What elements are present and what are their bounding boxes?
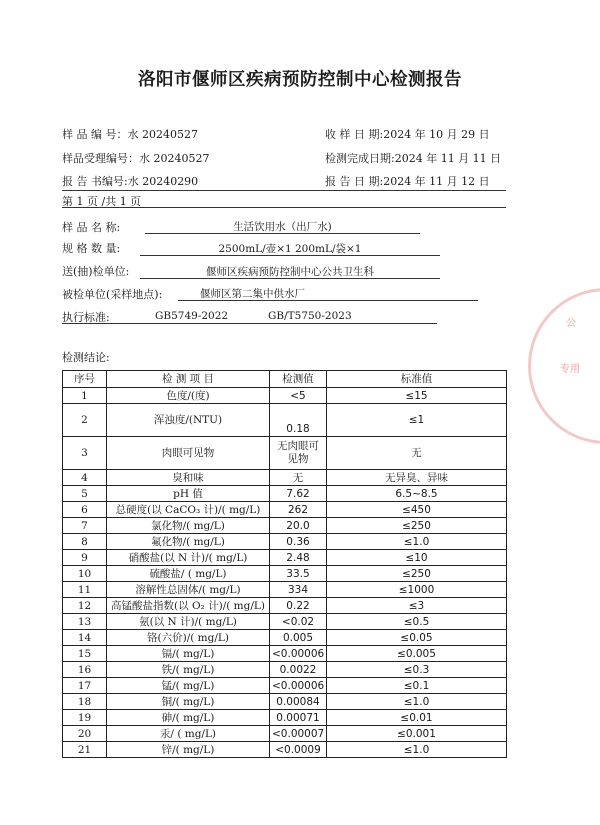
table-row [63, 502, 507, 518]
row-item: 浑浊度/(NTU) [107, 404, 270, 437]
row-standard: ≤250 [327, 566, 507, 582]
col-header-no: 序号 [63, 371, 107, 388]
row-standard: ≤1.0 [327, 694, 507, 710]
row-standard: ≤0.01 [327, 710, 507, 726]
row-no: 2 [63, 404, 107, 437]
row-no: 9 [63, 550, 107, 566]
row-no: 6 [63, 502, 107, 518]
row-item: 色度/(度) [107, 388, 270, 404]
row-item: 高锰酸盐指数(以 O₂ 计)/( mg/L) [107, 598, 270, 614]
row-value: 262 [270, 502, 327, 518]
conclusion-label: 检测结论: [62, 351, 110, 364]
row-standard: ≤1 [327, 404, 507, 437]
row-no: 4 [63, 470, 107, 486]
row-value: 无肉眼可见物 [270, 437, 327, 470]
row-no: 13 [63, 614, 107, 630]
row-value: 0.18 [270, 404, 327, 437]
table-row [63, 678, 507, 694]
table-row [63, 470, 507, 486]
row-value: 0.36 [270, 534, 327, 550]
row-standard: ≤10 [327, 550, 507, 566]
sample-receipt-number: 样品受理编号：水 20240527 [62, 152, 210, 165]
row-item: pH 值 [107, 486, 270, 502]
row-no: 7 [63, 518, 107, 534]
spec-label: 规 格 数 量: [62, 242, 121, 255]
col-header-value: 检测值 [270, 371, 327, 388]
sender-value: 偃师区疾病预防控制中心公共卫生科 [206, 266, 374, 278]
row-item: 硫酸盐/ ( mg/L) [107, 566, 270, 582]
row-standard: ≤450 [327, 502, 507, 518]
report-date: 报 告 日 期:2024 年 11 月 12 日 [325, 175, 490, 188]
row-item: 铬(六价)/( mg/L) [107, 630, 270, 646]
row-no: 15 [63, 646, 107, 662]
table-row [63, 404, 507, 437]
row-item: 肉眼可见物 [107, 437, 270, 470]
spec-underline [140, 255, 440, 256]
table-row [63, 550, 507, 566]
row-value: <5 [270, 388, 327, 404]
row-item: 氨(以 N 计)/( mg/L) [107, 614, 270, 630]
sender-label: 送(抽)检单位: [62, 265, 130, 278]
table-row [63, 630, 507, 646]
row-item: 氯化物/( mg/L) [107, 518, 270, 534]
standard-underline [62, 323, 437, 324]
inspected-label: 被检单位(采样地点): [62, 288, 163, 301]
row-no: 5 [63, 486, 107, 502]
row-value: 33.5 [270, 566, 327, 582]
row-item: 铜/( mg/L) [107, 694, 270, 710]
row-standard: ≤250 [327, 518, 507, 534]
row-standard: ≤0.5 [327, 614, 507, 630]
row-standard: ≤1000 [327, 582, 507, 598]
row-item: 汞/ ( mg/L) [107, 726, 270, 742]
row-value: 334 [270, 582, 327, 598]
row-value: <0.00006 [270, 678, 327, 694]
row-value: 0.00071 [270, 710, 327, 726]
row-item: 硝酸盐(以 N 计)/( mg/L) [107, 550, 270, 566]
row-standard: ≤15 [327, 388, 507, 404]
row-standard: 6.5~8.5 [327, 486, 507, 502]
table-row [63, 694, 507, 710]
row-no: 11 [63, 582, 107, 598]
sample-name-value: 生活饮用水（出厂水) [233, 221, 332, 233]
standard-2: GB/T5750-2023 [268, 310, 352, 322]
row-item: 臭和味 [107, 470, 270, 486]
table-row [63, 534, 507, 550]
table-row [63, 566, 507, 582]
row-no: 21 [63, 742, 107, 758]
inspected-value: 偃师区第二集中供水厂 [200, 288, 305, 300]
row-standard: ≤0.3 [327, 662, 507, 678]
standard-label: 执行标准: [62, 311, 110, 324]
completion-date: 检测完成日期:2024 年 11 月 11 日 [325, 152, 502, 165]
row-no: 14 [63, 630, 107, 646]
table-row [63, 662, 507, 678]
row-no: 10 [63, 566, 107, 582]
row-value: 0.00084 [270, 694, 327, 710]
spec-value: 2500mL/壶×1 200mL/袋×1 [218, 243, 362, 255]
row-value: 2.48 [270, 550, 327, 566]
col-header-standard: 标准值 [327, 371, 507, 388]
row-no: 17 [63, 678, 107, 694]
row-item: 氟化物/( mg/L) [107, 534, 270, 550]
row-item: 锌/( mg/L) [107, 742, 270, 758]
table-row [63, 614, 507, 630]
inspected-underline [178, 300, 478, 301]
row-value: <0.0009 [270, 742, 327, 758]
row-standard: ≤1.0 [327, 534, 507, 550]
seal-text-2: 专用 [560, 364, 580, 375]
table-row [63, 486, 507, 502]
row-value: 无 [270, 470, 327, 486]
row-no: 16 [63, 662, 107, 678]
row-standard: ≤1.0 [327, 742, 507, 758]
report-number: 报 告 书编号:水 20240290 [62, 175, 199, 188]
row-standard: 无 [327, 437, 507, 470]
row-value: 7.62 [270, 486, 327, 502]
table-row [63, 518, 507, 534]
row-value: <0.00007 [270, 726, 327, 742]
sample-name-underline [145, 233, 420, 234]
row-no: 8 [63, 534, 107, 550]
row-value: 20.0 [270, 518, 327, 534]
page-label: 第 1 页 /共 1 页 [62, 195, 142, 208]
row-no: 1 [63, 388, 107, 404]
table-row [63, 437, 507, 470]
table-row [63, 742, 507, 758]
row-no: 20 [63, 726, 107, 742]
row-standard: ≤3 [327, 598, 507, 614]
row-value: 0.0022 [270, 662, 327, 678]
results-table [62, 370, 507, 758]
row-no: 12 [63, 598, 107, 614]
report-title: 洛阳市偃师区疾病预防控制中心检测报告 [138, 70, 462, 90]
row-standard: ≤0.001 [327, 726, 507, 742]
row-no: 18 [63, 694, 107, 710]
header-divider [62, 190, 506, 191]
col-header-item: 检 测 项 目 [107, 371, 270, 388]
row-no: 3 [63, 437, 107, 470]
page-divider [62, 207, 506, 208]
row-value: <0.02 [270, 614, 327, 630]
row-item: 砷/( mg/L) [107, 710, 270, 726]
table-row [63, 598, 507, 614]
sample-name-label: 样 品 名 称: [62, 221, 121, 234]
table-row [63, 388, 507, 404]
table-row [63, 582, 507, 598]
table-row [63, 646, 507, 662]
table-row [63, 726, 507, 742]
row-standard: ≤0.05 [327, 630, 507, 646]
row-item: 总硬度(以 CaCO₃ 计)/( mg/L) [107, 502, 270, 518]
row-standard: 无异臭、异味 [327, 470, 507, 486]
seal-text-1: 公 [566, 318, 576, 329]
row-value: 0.22 [270, 598, 327, 614]
row-item: 溶解性总固体/( mg/L) [107, 582, 270, 598]
row-no: 19 [63, 710, 107, 726]
sender-underline [140, 278, 440, 279]
row-item: 铁/( mg/L) [107, 662, 270, 678]
row-item: 镉/( mg/L) [107, 646, 270, 662]
standard-1: GB5749-2022 [155, 310, 229, 322]
row-item: 锰/( mg/L) [107, 678, 270, 694]
sample-number: 样 品 编 号：水 20240527 [62, 128, 198, 141]
receipt-date: 收 样 日 期:2024 年 10 月 29 日 [325, 128, 490, 141]
table-row [63, 710, 507, 726]
table-header-row [63, 371, 507, 388]
row-value: <0.00006 [270, 646, 327, 662]
row-standard: ≤0.005 [327, 646, 507, 662]
row-value: 0.005 [270, 630, 327, 646]
row-standard: ≤0.1 [327, 678, 507, 694]
